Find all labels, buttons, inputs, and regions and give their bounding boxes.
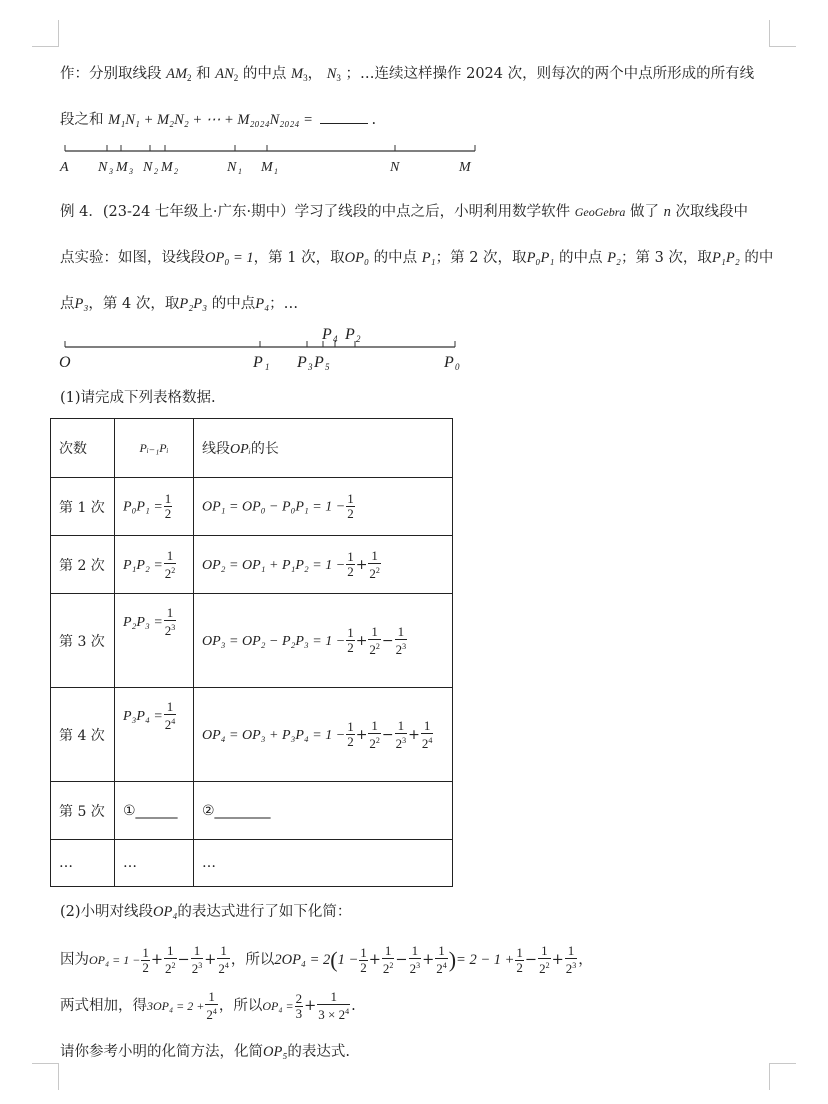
text: 的中点 — [242, 66, 287, 82]
table-header-row — [51, 419, 453, 478]
figure-segment-op0 — [55, 325, 475, 375]
svg-text:0: 0 — [455, 362, 460, 372]
table-row: 第 3 次 P₂P₃ = $\frac{1}{2^3}$ OP₃ = OP₂ − P₂P₃ = 1 − $\frac{1}{2}$ + $\frac{1}{2^2}$ − $\frac{1}{2^3}$ — [51, 594, 453, 688]
label-P1: P — [253, 354, 263, 371]
label-N: N — [390, 160, 400, 175]
label-M2: M — [161, 160, 173, 175]
example4-line-2: 点实验：如图，设线段OP₀ = 1，第 1 次，取OP₀ 的中点 P₁；第 2 次，取P₀P₁ 的中点 P₂；第 3 次，取P₁P₂ 的中 — [60, 250, 774, 266]
table-row: 第 1 次 P₀P₁ = $\frac{1}{2}$ OP₁ = OP₀ − P₀P₁ = 1 − $\frac{1}{2}$ — [51, 478, 453, 536]
svg-text:1: 1 — [265, 362, 270, 372]
geogebra-name: GeoGebra — [574, 205, 626, 219]
header-length: 线段OPᵢ的长 — [194, 419, 453, 478]
text: 作：分别取线段 — [60, 66, 162, 82]
header-segment: Pᵢ₋₁Pᵢ — [115, 419, 194, 478]
label-O: O — [59, 354, 71, 371]
label-P0: P — [444, 354, 454, 371]
q2-line-4: 请你参考小明的化简方法，化简OP₅的表达式. — [60, 1044, 350, 1060]
label-P3: P — [297, 354, 307, 371]
text: 段之和 — [60, 112, 104, 128]
svg-text:2: 2 — [356, 334, 361, 344]
q2-line-2: 因为OP₄ = 1 − $\frac{1}{2}$ + $\frac{1}{2^2}$ − $\frac{1}{2^3}$ + $\frac{1}{2^4}$ ，所以2OP₄ = 2(1 − $\frac{1}{2}$ + $\frac{1}{2^2}$ − $\frac{1}{2^3}$ + $\frac{1}{2^4}$ )= 2 − 1 + $\frac{1}{2}$ − $\frac{1}{2^2}$ + $\frac{1}{2^3}$ ， — [60, 943, 593, 976]
label-A: A — [60, 160, 69, 175]
label-N3: N — [98, 160, 108, 175]
label-P5: P — [314, 354, 324, 371]
svg-text:1: 1 — [274, 167, 278, 176]
svg-text:4: 4 — [333, 334, 338, 344]
svg-text:3: 3 — [308, 362, 313, 372]
label-M1: M — [261, 160, 273, 175]
math-sum-expression: M₁N₁ + M₂N₂ + ⋯ + M₂₀₂₄N₂₀₂₄ = — [108, 112, 313, 128]
question-1: (1)请完成下列表格数据. — [60, 390, 216, 406]
table-row: 第 5 次 ①______ ②________ — [51, 782, 453, 840]
label-M3: M — [116, 160, 128, 175]
svg-text:5: 5 — [325, 362, 330, 372]
math-n3: $N_3$ — [326, 66, 341, 83]
svg-text:3: 3 — [109, 167, 113, 176]
corner-mark-bottom-left — [32, 1063, 59, 1090]
text: ；…连续这样操作 2024 次，则每次的两个中点所形成的所有线 — [345, 66, 755, 82]
q2-line-1: (2)小明对线段OP₄的表达式进行了如下化简： — [60, 904, 352, 920]
corner-mark-top-right — [769, 20, 796, 47]
math-m3: $M_3$ — [291, 66, 308, 83]
label-N2: N — [143, 160, 153, 175]
label-P4: P — [322, 326, 332, 343]
data-table — [50, 418, 453, 887]
corner-mark-bottom-right — [769, 1063, 796, 1090]
table-row: … … … — [51, 840, 453, 887]
para-line-1: 作：分别取线段 $AM_2$ 和 $AN_2$ 的中点 $M_3$， $N_3$ ；…连续这样操作 2024 次，则每次的两个中点所形成的所有线 — [60, 66, 755, 83]
table-row: 第 2 次 P₁P₂ = $\frac{1}{2^2}$ OP₂ = OP₁ + P₁P₂ = 1 − $\frac{1}{2}$ + $\frac{1}{2^2}$ — [51, 536, 453, 594]
svg-text:3: 3 — [129, 167, 133, 176]
figure-segment-am — [55, 140, 485, 180]
q2-line-3: 两式相加，得3OP₄ = 2 + $\frac{1}{2^4}$ ，所以OP₄ = $\frac{2}{3}$ + $\frac{1}{3 \times 2^4}$ . — [60, 989, 356, 1022]
math-an2: $AN_2$ — [215, 66, 239, 83]
answer-blank-2[interactable]: ②________ — [194, 782, 453, 840]
answer-blank[interactable] — [320, 111, 368, 124]
math-am2: $AM_2$ — [166, 66, 192, 83]
text: 和 — [196, 66, 211, 82]
answer-blank-1[interactable]: ①______ — [115, 782, 194, 840]
para-line-2: 段之和 M₁N₁ + M₂N₂ + ⋯ + M₂₀₂₄N₂₀₂₄ = . — [60, 112, 377, 128]
label-P2: P — [345, 326, 355, 343]
label-N1: N — [227, 160, 237, 175]
example4-line-3: 点P₃，第 4 次，取P₂P₃ 的中点P₄；… — [60, 296, 299, 312]
svg-text:1: 1 — [238, 167, 242, 176]
label-M: M — [459, 160, 471, 175]
example4-line-1: 例 4．(23-24 七年级上·广东·期中）学习了线段的中点之后，小明利用数学软件 GeoGebra 做了 n 次取线段中 — [60, 204, 748, 220]
corner-mark-top-left — [32, 20, 59, 47]
svg-text:2: 2 — [174, 167, 178, 176]
header-count: 次数 — [51, 419, 115, 478]
table-row: 第 4 次 P₃P₄ = $\frac{1}{2^4}$ OP₄ = OP₃ + P₃P₄ = 1 − $\frac{1}{2}$ + $\frac{1}{2^2}$ − $\frac{1}{2^3}$ + $\frac{1}{2^4}$ — [51, 688, 453, 782]
svg-text:2: 2 — [154, 167, 158, 176]
